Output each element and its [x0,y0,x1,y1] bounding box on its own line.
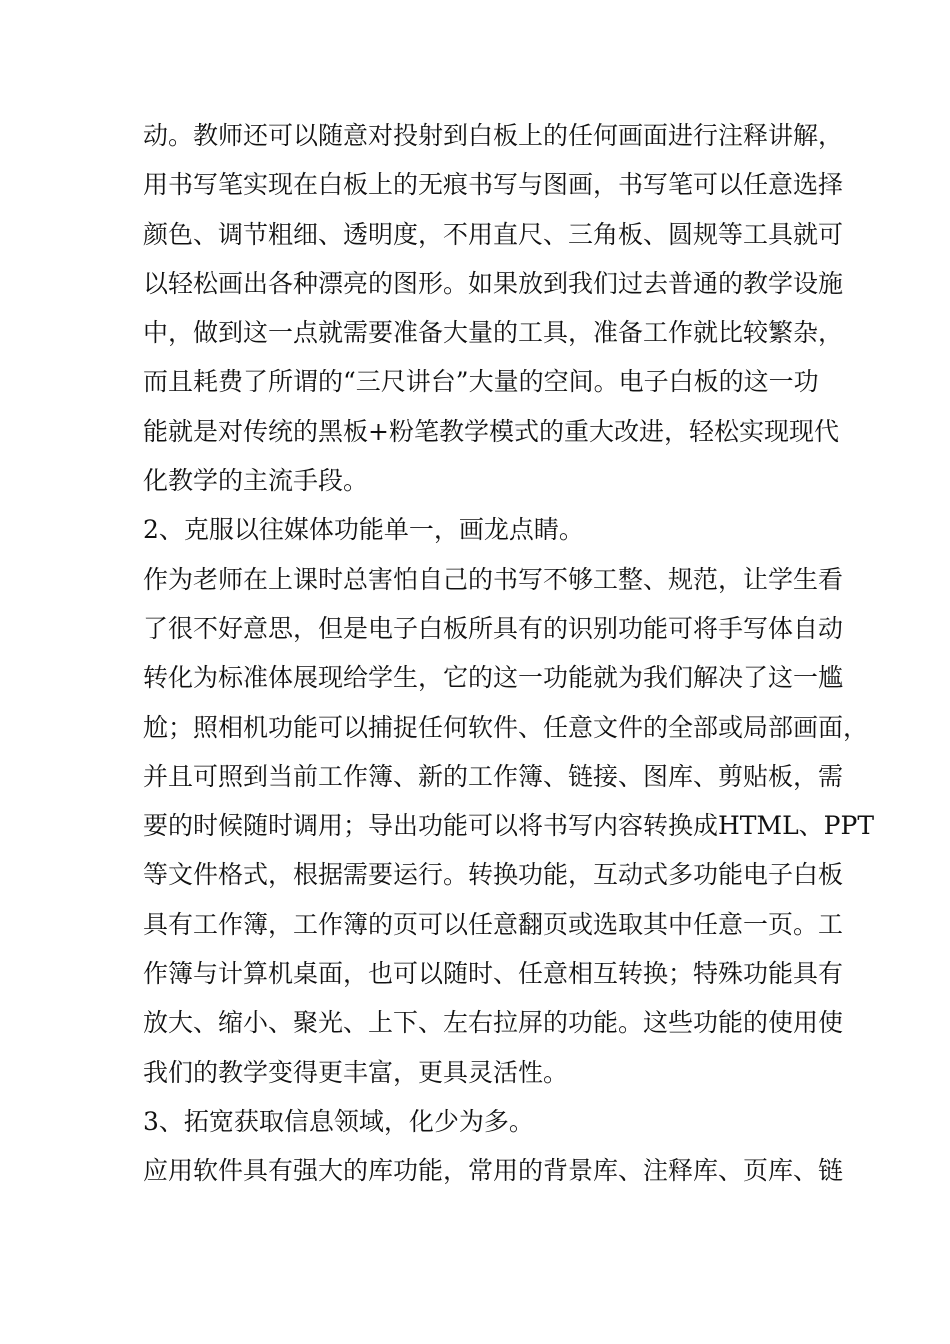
text-line: 作为老师在上课时总害怕自己的书写不够工整、规范，让学生看 [143,564,844,594]
text-line: 作簿与计算机桌面，也可以随时、任意相互转换；特殊功能具有 [143,959,844,989]
text-line: 用书写笔实现在白板上的无痕书写与图画，书写笔可以任意选择 [143,170,844,200]
text-line: 放大、缩小、聚光、上下、左右拉屏的功能。这些功能的使用使 [143,1008,844,1038]
text-line: 尬；照相机功能可以捕捉任何软件、任意文件的全部或局部画面， [143,712,869,742]
text-line: 了很不好意思，但是电子白板所具有的识别功能可将手写体自动 [143,613,844,643]
text-line: 要的时候随时调用；导出功能可以将书写内容转换成HTML、PPT [143,811,874,841]
body-text [143,111,874,1196]
text-line: 转化为标准体展现给学生，它的这一功能就为我们解决了这一尴 [143,663,844,693]
text-line: 而且耗费了所谓的“三尺讲台”大量的空间。电子白板的这一功 [143,367,819,397]
text-line: 中，做到这一点就需要准备大量的工具，准备工作就比较繁杂， [143,318,844,348]
text-line: 等文件格式，根据需要运行。转换功能，互动式多功能电子白板 [143,860,844,890]
text-line: 能就是对传统的黑板+粉笔教学模式的重大改进，轻松实现现代 [143,416,839,446]
text-line: 以轻松画出各种漂亮的图形。如果放到我们过去普通的教学设施 [143,268,844,298]
text-line: 并且可照到当前工作簿、新的工作簿、链接、图库、剪贴板，需 [143,761,844,791]
text-line: 应用软件具有强大的库功能，常用的背景库、注释库、页库、链 [143,1156,844,1186]
text-line: 动。教师还可以随意对投射到白板上的任何画面进行注释讲解， [143,121,844,150]
text-line: 2、克服以往媒体功能单一，画龙点睛。 [143,515,584,545]
text-line: 具有工作簿，工作簿的页可以任意翻页或选取其中任意一页。工 [143,909,844,939]
text-line: 颜色、调节粗细、透明度，不用直尺、三角板、圆规等工具就可 [143,219,844,249]
text-line: 3、拓宽获取信息领域，化少为多。 [143,1106,534,1136]
text-line: 化教学的主流手段。 [143,466,369,496]
text-line: 我们的教学变得更丰富，更具灵活性。 [143,1057,569,1087]
